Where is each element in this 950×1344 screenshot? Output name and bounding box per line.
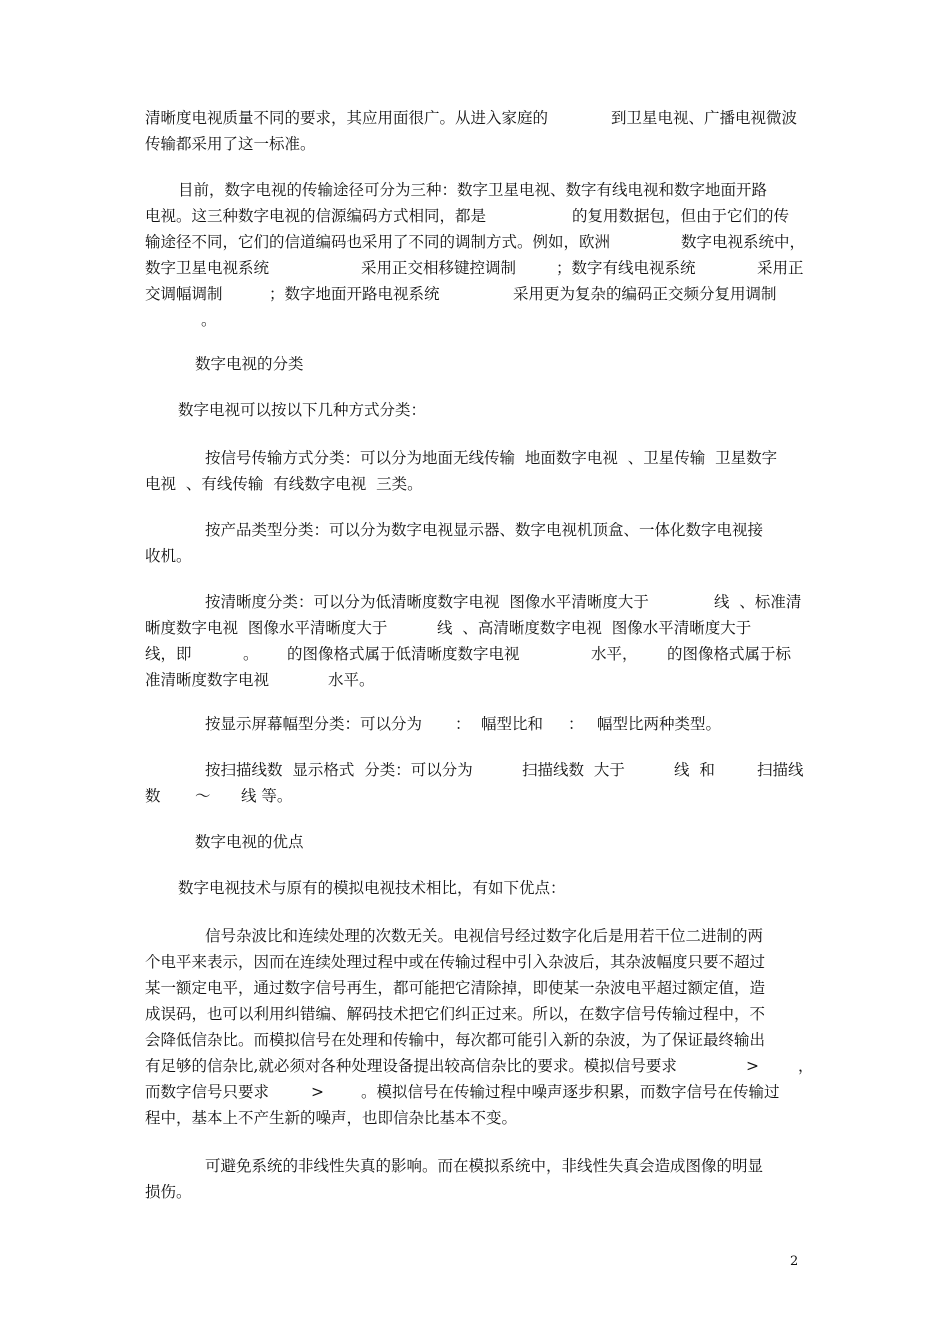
text-line: [0, 133, 950, 163]
text-segment: 交调幅调制: [145, 285, 223, 303]
text-segment: ；数字地面开路电视系统: [269, 285, 440, 303]
page-number: 2: [790, 1254, 799, 1269]
text-segment: 扫描线: [757, 761, 804, 779]
text-segment: 有足够的信杂比,就必须对各种处理设备提出较高信杂比的要求。模拟信号要求: [145, 1057, 677, 1075]
text-segment: 线 、标准清: [714, 593, 802, 611]
text-segment: 数字电视可以按以下几种方式分类：: [178, 401, 427, 419]
text-line: [0, 545, 950, 575]
text-segment: 会降低信杂比。而模拟信号在处理和传输中，每次都可能引入新的杂波，为了保证最终输出: [145, 1031, 766, 1049]
text-segment: 数: [145, 787, 161, 805]
text-segment: 到卫星电视、广播电视微波: [611, 109, 798, 127]
text-segment: >: [746, 1057, 759, 1075]
text-segment: 数字电视技术与原有的模拟电视技术相比，有如下优点：: [178, 879, 566, 897]
text-segment: 个电平来表示，因而在连续处理过程中或在传输过程中引入杂波后，其杂波幅度只要不超过: [145, 953, 766, 971]
text-segment: 某一额定电平，通过数字信号再生，都可能把它清除掉，即使某一杂波电平超过额定值，造: [145, 979, 766, 997]
text-segment: 按扫描线数 显示格式 分类：可以分为: [205, 761, 473, 779]
text-line: [0, 831, 950, 861]
text-segment: 。: [243, 645, 259, 663]
text-segment: 传输都采用了这一标准。: [145, 135, 316, 153]
text-segment: 采用更为复杂的编码正交频分复用调制: [513, 285, 777, 303]
text-line: [0, 399, 950, 429]
text-segment: 数字电视的优点: [195, 833, 304, 851]
text-segment: 晰度数字电视 图像水平清晰度大于: [145, 619, 388, 637]
text-segment: 的复用数据包，但由于它们的传: [572, 207, 790, 225]
text-line: [0, 353, 950, 383]
text-segment: 目前，数字电视的传输途径可分为三种：数字卫星电视、数字有线电视和数字地面开路: [178, 181, 768, 199]
text-line: [0, 309, 950, 339]
text-segment: 清晰度电视质量不同的要求，其应用面很广。从进入家庭的: [145, 109, 549, 127]
text-segment: 水平，: [591, 645, 638, 663]
text-segment: 而数字信号只要求: [145, 1083, 270, 1101]
text-segment: 准清晰度数字电视: [145, 671, 270, 689]
text-segment: 线 、高清晰度数字电视 图像水平清晰度大于: [437, 619, 752, 637]
text-line: [0, 669, 950, 699]
text-segment: ：: [455, 715, 471, 733]
text-segment: 输途径不同，它们的信道编码也采用了不同的调制方式。例如，欧洲: [145, 233, 611, 251]
text-line: [0, 713, 950, 743]
text-segment: 程中，基本上不产生新的噪声，也即信杂比基本不变。: [145, 1109, 518, 1127]
text-line: [0, 473, 950, 503]
text-segment: 的图像格式属于标: [667, 645, 792, 663]
text-segment: 数字卫星电视系统: [145, 259, 270, 277]
text-segment: 数字电视系统中，: [681, 233, 806, 251]
text-segment: 采用正交相移键控调制: [361, 259, 517, 277]
text-segment: 按产品类型分类：可以分为数字电视显示器、数字电视机顶盒、一体化数字电视接: [205, 521, 764, 539]
text-segment: 信号杂波比和连续处理的次数无关。电视信号经过数字化后是用若干位二进制的两: [205, 927, 764, 945]
text-segment: 幅型比和: [481, 715, 544, 733]
text-segment: 。模拟信号在传输过程中噪声逐步积累，而数字信号在传输过: [361, 1083, 780, 1101]
text-segment: >: [311, 1083, 324, 1101]
text-segment: 水平。: [328, 671, 375, 689]
text-segment: 。: [201, 311, 217, 329]
text-segment: 的图像格式属于低清晰度数字电视: [287, 645, 520, 663]
text-segment: 电视 、有线传输 有线数字电视 三类。: [145, 475, 423, 493]
text-segment: 损伤。: [145, 1183, 192, 1201]
text-line: [0, 785, 950, 815]
text-segment: 线，即: [145, 645, 192, 663]
text-segment: 按显示屏幕幅型分类：可以分为: [205, 715, 423, 733]
text-segment: ：: [568, 715, 584, 733]
text-segment: 成误码，也可以利用纠错编、解码技术把它们纠正过来。所以，在数字信号传输过程中，不: [145, 1005, 766, 1023]
text-segment: ；数字有线电视系统: [556, 259, 696, 277]
text-segment: ，: [798, 1057, 814, 1075]
text-segment: 收机。: [145, 547, 192, 565]
text-segment: 幅型比两种类型。: [597, 715, 722, 733]
text-line: [0, 1181, 950, 1211]
text-segment: 数字电视的分类: [195, 355, 304, 373]
text-segment: 线 和: [674, 761, 715, 779]
text-line: [0, 1107, 950, 1137]
text-segment: 采用正: [757, 259, 804, 277]
text-segment: 扫描线数 大于: [522, 761, 625, 779]
text-segment: 按信号传输方式分类：可以分为地面无线传输 地面数字电视 、卫星传输 卫星数字: [205, 449, 778, 467]
text-segment: 线 等。: [241, 787, 293, 805]
text-segment: 可避免系统的非线性失真的影响。而在模拟系统中，非线性失真会造成图像的明显: [205, 1157, 764, 1175]
text-segment: 按清晰度分类：可以分为低清晰度数字电视 图像水平清晰度大于: [205, 593, 649, 611]
text-line: [0, 877, 950, 907]
text-segment: 电视。这三种数字电视的信源编码方式相同，都是: [145, 207, 487, 225]
text-segment: ～: [195, 787, 211, 805]
